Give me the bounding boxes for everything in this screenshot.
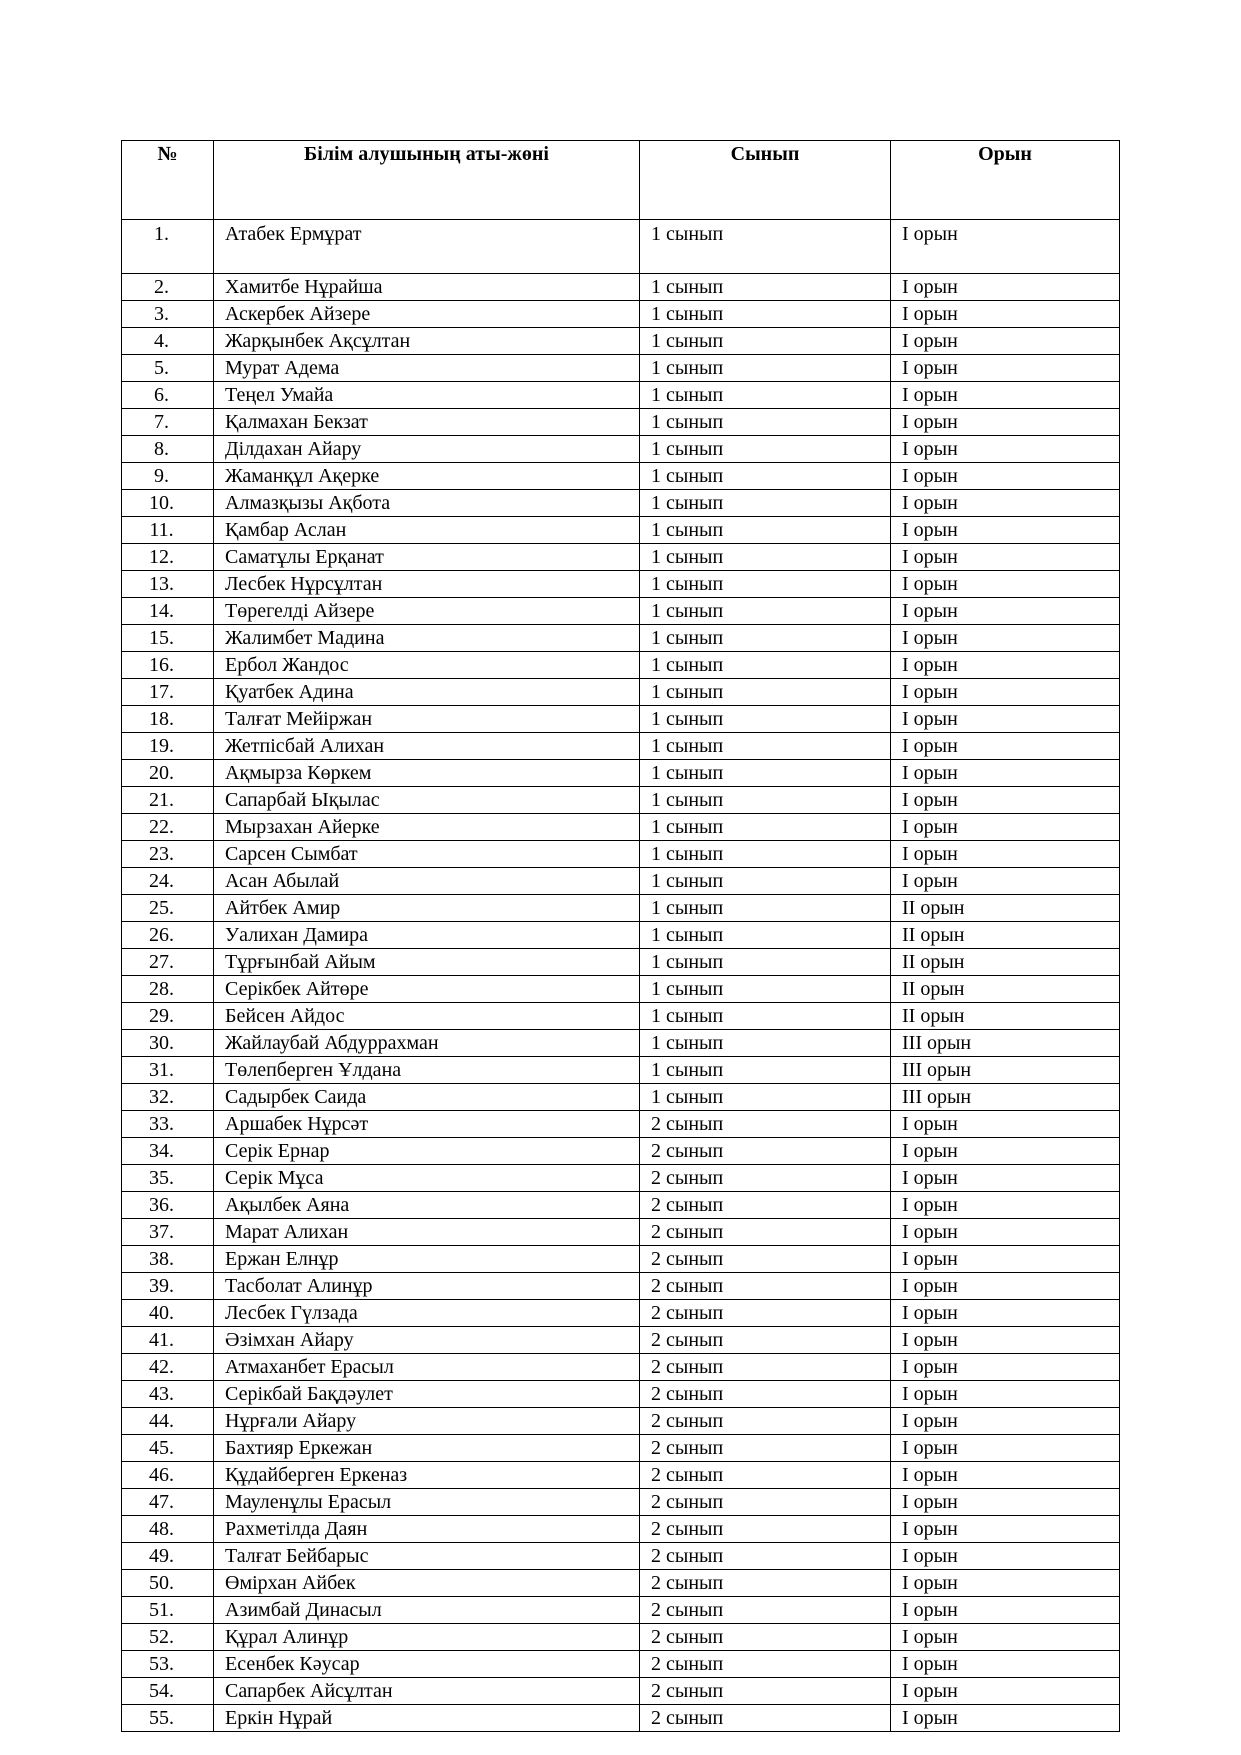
table-row	[122, 436, 1120, 463]
table-row	[122, 1246, 1120, 1273]
place-cell: II орын	[891, 976, 1120, 1003]
place-cell: I орын	[891, 1435, 1120, 1462]
class-cell: 2 сынып	[640, 1246, 891, 1273]
row-number-cell: 17.	[122, 679, 214, 706]
student-name-cell: Еркін Нұрай	[214, 1705, 640, 1732]
class-cell: 1 сынып	[640, 814, 891, 841]
row-number-cell: 14.	[122, 598, 214, 625]
class-cell: 1 сынып	[640, 679, 891, 706]
table-row	[122, 949, 1120, 976]
place-cell: I орын	[891, 841, 1120, 868]
place-cell: I орын	[891, 1597, 1120, 1624]
row-number-cell: 47.	[122, 1489, 214, 1516]
class-cell: 2 сынып	[640, 1651, 891, 1678]
class-cell: 2 сынып	[640, 1111, 891, 1138]
class-cell: 1 сынып	[640, 436, 891, 463]
place-cell: I орын	[891, 1111, 1120, 1138]
table-row	[122, 787, 1120, 814]
student-name-cell: Серікбай Бақдәулет	[214, 1381, 640, 1408]
student-name-cell: Құрал Алинұр	[214, 1624, 640, 1651]
student-name-cell: Сарсен Сымбат	[214, 841, 640, 868]
table-row	[122, 409, 1120, 436]
student-name-cell: Азимбай Динасыл	[214, 1597, 640, 1624]
student-name-cell: Жалимбет Мадина	[214, 625, 640, 652]
place-cell: I орын	[891, 490, 1120, 517]
class-cell: 1 сынып	[640, 841, 891, 868]
place-cell: III орын	[891, 1030, 1120, 1057]
class-cell: 1 сынып	[640, 760, 891, 787]
header-place: Орын	[891, 141, 1120, 220]
header-student-name: Білім алушының аты-жөні	[214, 141, 640, 220]
class-cell: 2 сынып	[640, 1678, 891, 1705]
class-cell: 2 сынып	[640, 1462, 891, 1489]
class-cell: 1 сынып	[640, 1057, 891, 1084]
student-name-cell: Ділдахан Айару	[214, 436, 640, 463]
place-cell: I орын	[891, 1273, 1120, 1300]
table-row	[122, 1003, 1120, 1030]
table-row	[122, 733, 1120, 760]
row-number-cell: 46.	[122, 1462, 214, 1489]
student-name-cell: Қамбар Аслан	[214, 517, 640, 544]
class-cell: 1 сынып	[640, 706, 891, 733]
row-number-cell: 24.	[122, 868, 214, 895]
place-cell: I орын	[891, 1327, 1120, 1354]
class-cell: 2 сынып	[640, 1165, 891, 1192]
table-row	[122, 652, 1120, 679]
place-cell: I орын	[891, 1408, 1120, 1435]
student-name-cell: Жетпісбай Алихан	[214, 733, 640, 760]
row-number-cell: 51.	[122, 1597, 214, 1624]
row-number-cell: 54.	[122, 1678, 214, 1705]
class-cell: 1 сынып	[640, 463, 891, 490]
student-name-cell: Ержан Елнұр	[214, 1246, 640, 1273]
class-cell: 2 сынып	[640, 1327, 891, 1354]
class-cell: 1 сынып	[640, 328, 891, 355]
student-name-cell: Ербол Жандос	[214, 652, 640, 679]
table-row	[122, 760, 1120, 787]
table-row	[122, 571, 1120, 598]
row-number-cell: 23.	[122, 841, 214, 868]
class-cell: 2 сынып	[640, 1705, 891, 1732]
row-number-cell: 11.	[122, 517, 214, 544]
table-row	[122, 922, 1120, 949]
student-name-cell: Талғат Мейіржан	[214, 706, 640, 733]
row-number-cell: 34.	[122, 1138, 214, 1165]
class-cell: 1 сынып	[640, 355, 891, 382]
class-cell: 1 сынып	[640, 220, 891, 274]
table-row	[122, 814, 1120, 841]
student-name-cell: Талғат Бейбарыс	[214, 1543, 640, 1570]
place-cell: III орын	[891, 1084, 1120, 1111]
table-row	[122, 1516, 1120, 1543]
class-cell: 2 сынып	[640, 1435, 891, 1462]
student-name-cell: Төрегелді Айзере	[214, 598, 640, 625]
row-number-cell: 15.	[122, 625, 214, 652]
table-row	[122, 679, 1120, 706]
table-row	[122, 544, 1120, 571]
class-cell: 1 сынып	[640, 868, 891, 895]
class-cell: 2 сынып	[640, 1597, 891, 1624]
row-number-cell: 20.	[122, 760, 214, 787]
place-cell: I орын	[891, 571, 1120, 598]
class-cell: 1 сынып	[640, 895, 891, 922]
place-cell: I орын	[891, 1624, 1120, 1651]
table-row	[122, 1462, 1120, 1489]
place-cell: I орын	[891, 868, 1120, 895]
place-cell: II орын	[891, 895, 1120, 922]
table-row	[122, 1489, 1120, 1516]
row-number-cell: 38.	[122, 1246, 214, 1273]
class-cell: 2 сынып	[640, 1381, 891, 1408]
student-name-cell: Аршабек Нұрсәт	[214, 1111, 640, 1138]
student-name-cell: Қалмахан Бекзат	[214, 409, 640, 436]
place-cell: I орын	[891, 1516, 1120, 1543]
row-number-cell: 2.	[122, 274, 214, 301]
place-cell: I орын	[891, 1705, 1120, 1732]
student-name-cell: Мырзахан Айерке	[214, 814, 640, 841]
place-cell: I орын	[891, 706, 1120, 733]
place-cell: I орын	[891, 733, 1120, 760]
header-number: №	[122, 141, 214, 220]
class-cell: 2 сынып	[640, 1516, 891, 1543]
student-name-cell: Төлепберген Ұлдана	[214, 1057, 640, 1084]
results-body	[122, 220, 1120, 1732]
row-number-cell: 9.	[122, 463, 214, 490]
row-number-cell: 55.	[122, 1705, 214, 1732]
table-row	[122, 1651, 1120, 1678]
row-number-cell: 33.	[122, 1111, 214, 1138]
row-number-cell: 48.	[122, 1516, 214, 1543]
class-cell: 1 сынып	[640, 517, 891, 544]
student-name-cell: Тұрғынбай Айым	[214, 949, 640, 976]
student-name-cell: Бахтияр Еркежан	[214, 1435, 640, 1462]
place-cell: I орын	[891, 625, 1120, 652]
student-name-cell: Ақмырза Көркем	[214, 760, 640, 787]
student-name-cell: Айтбек Амир	[214, 895, 640, 922]
student-name-cell: Уалихан Дамира	[214, 922, 640, 949]
class-cell: 1 сынып	[640, 976, 891, 1003]
header-class: Сынып	[640, 141, 891, 220]
student-name-cell: Бейсен Айдос	[214, 1003, 640, 1030]
place-cell: I орын	[891, 544, 1120, 571]
class-cell: 1 сынып	[640, 922, 891, 949]
place-cell: I орын	[891, 1138, 1120, 1165]
row-number-cell: 41.	[122, 1327, 214, 1354]
place-cell: I орын	[891, 787, 1120, 814]
student-name-cell: Жайлаубай Абдуррахман	[214, 1030, 640, 1057]
row-number-cell: 26.	[122, 922, 214, 949]
row-number-cell: 1.	[122, 220, 214, 274]
table-row	[122, 1381, 1120, 1408]
student-name-cell: Серік Ернар	[214, 1138, 640, 1165]
table-row	[122, 598, 1120, 625]
row-number-cell: 10.	[122, 490, 214, 517]
table-row	[122, 868, 1120, 895]
student-name-cell: Мурат Адема	[214, 355, 640, 382]
table-row	[122, 1327, 1120, 1354]
class-cell: 1 сынып	[640, 1030, 891, 1057]
class-cell: 1 сынып	[640, 301, 891, 328]
place-cell: I орын	[891, 1354, 1120, 1381]
place-cell: I орын	[891, 1219, 1120, 1246]
student-name-cell: Теңел Умайа	[214, 382, 640, 409]
table-row	[122, 517, 1120, 544]
table-row	[122, 220, 1120, 274]
place-cell: I орын	[891, 382, 1120, 409]
table-row	[122, 625, 1120, 652]
place-cell: I орын	[891, 679, 1120, 706]
class-cell: 1 сынып	[640, 652, 891, 679]
table-row	[122, 1597, 1120, 1624]
class-cell: 2 сынып	[640, 1408, 891, 1435]
student-name-cell: Серікбек Айтөре	[214, 976, 640, 1003]
row-number-cell: 52.	[122, 1624, 214, 1651]
place-cell: I орын	[891, 328, 1120, 355]
student-name-cell: Сапарбай Ықылас	[214, 787, 640, 814]
class-cell: 2 сынып	[640, 1489, 891, 1516]
student-name-cell: Нұрғали Айару	[214, 1408, 640, 1435]
table-row	[122, 1300, 1120, 1327]
row-number-cell: 6.	[122, 382, 214, 409]
place-cell: I орын	[891, 1300, 1120, 1327]
table-row	[122, 1354, 1120, 1381]
class-cell: 2 сынып	[640, 1300, 891, 1327]
place-cell: III орын	[891, 1057, 1120, 1084]
class-cell: 1 сынып	[640, 274, 891, 301]
table-row	[122, 328, 1120, 355]
table-row	[122, 1705, 1120, 1732]
student-name-cell: Марат Алихан	[214, 1219, 640, 1246]
row-number-cell: 19.	[122, 733, 214, 760]
place-cell: I орын	[891, 1192, 1120, 1219]
results-table	[121, 140, 1120, 1732]
row-number-cell: 8.	[122, 436, 214, 463]
class-cell: 1 сынып	[640, 787, 891, 814]
table-row	[122, 706, 1120, 733]
row-number-cell: 25.	[122, 895, 214, 922]
table-row	[122, 1219, 1120, 1246]
class-cell: 1 сынып	[640, 544, 891, 571]
table-row	[122, 1543, 1120, 1570]
class-cell: 2 сынып	[640, 1624, 891, 1651]
class-cell: 1 сынып	[640, 382, 891, 409]
table-row	[122, 841, 1120, 868]
table-row	[122, 1435, 1120, 1462]
row-number-cell: 12.	[122, 544, 214, 571]
student-name-cell: Садырбек Саида	[214, 1084, 640, 1111]
student-name-cell: Атабек Ермұрат	[214, 220, 640, 274]
table-row	[122, 1111, 1120, 1138]
class-cell: 1 сынып	[640, 1003, 891, 1030]
row-number-cell: 13.	[122, 571, 214, 598]
row-number-cell: 53.	[122, 1651, 214, 1678]
place-cell: I орын	[891, 436, 1120, 463]
table-row	[122, 1192, 1120, 1219]
row-number-cell: 30.	[122, 1030, 214, 1057]
row-number-cell: 31.	[122, 1057, 214, 1084]
table-row	[122, 1084, 1120, 1111]
place-cell: I орын	[891, 652, 1120, 679]
table-row	[122, 1030, 1120, 1057]
table-row	[122, 274, 1120, 301]
table-row	[122, 1624, 1120, 1651]
place-cell: I орын	[891, 463, 1120, 490]
row-number-cell: 4.	[122, 328, 214, 355]
row-number-cell: 22.	[122, 814, 214, 841]
place-cell: I орын	[891, 409, 1120, 436]
row-number-cell: 44.	[122, 1408, 214, 1435]
row-number-cell: 21.	[122, 787, 214, 814]
row-number-cell: 7.	[122, 409, 214, 436]
student-name-cell: Асан Абылай	[214, 868, 640, 895]
place-cell: I орын	[891, 517, 1120, 544]
student-name-cell: Ақылбек Аяна	[214, 1192, 640, 1219]
class-cell: 1 сынып	[640, 1084, 891, 1111]
student-name-cell: Жарқынбек Ақсұлтан	[214, 328, 640, 355]
student-name-cell: Лесбек Нұрсұлтан	[214, 571, 640, 598]
student-name-cell: Құдайберген Еркеназ	[214, 1462, 640, 1489]
header-row	[122, 141, 1120, 220]
class-cell: 2 сынып	[640, 1354, 891, 1381]
student-name-cell: Саматұлы Ерқанат	[214, 544, 640, 571]
place-cell: I орын	[891, 598, 1120, 625]
place-cell: I орын	[891, 1489, 1120, 1516]
place-cell: I орын	[891, 760, 1120, 787]
place-cell: I орын	[891, 1381, 1120, 1408]
row-number-cell: 16.	[122, 652, 214, 679]
student-name-cell: Әзімхан Айару	[214, 1327, 640, 1354]
table-row	[122, 1165, 1120, 1192]
row-number-cell: 29.	[122, 1003, 214, 1030]
class-cell: 1 сынып	[640, 598, 891, 625]
student-name-cell: Сапарбек Айсұлтан	[214, 1678, 640, 1705]
row-number-cell: 37.	[122, 1219, 214, 1246]
row-number-cell: 36.	[122, 1192, 214, 1219]
class-cell: 1 сынып	[640, 625, 891, 652]
row-number-cell: 5.	[122, 355, 214, 382]
student-name-cell: Тасболат Алинұр	[214, 1273, 640, 1300]
table-row	[122, 1057, 1120, 1084]
table-row	[122, 490, 1120, 517]
class-cell: 2 сынып	[640, 1219, 891, 1246]
table-row	[122, 1570, 1120, 1597]
class-cell: 2 сынып	[640, 1138, 891, 1165]
student-name-cell: Рахметілда Даян	[214, 1516, 640, 1543]
student-name-cell: Атмаханбет Ерасыл	[214, 1354, 640, 1381]
class-cell: 1 сынып	[640, 571, 891, 598]
table-row	[122, 382, 1120, 409]
row-number-cell: 50.	[122, 1570, 214, 1597]
student-name-cell: Лесбек Гүлзада	[214, 1300, 640, 1327]
class-cell: 1 сынып	[640, 409, 891, 436]
place-cell: I орын	[891, 1462, 1120, 1489]
student-name-cell: Мауленұлы Ерасыл	[214, 1489, 640, 1516]
row-number-cell: 3.	[122, 301, 214, 328]
student-name-cell: Жаманқұл Ақерке	[214, 463, 640, 490]
student-name-cell: Аскербек Айзере	[214, 301, 640, 328]
row-number-cell: 28.	[122, 976, 214, 1003]
student-name-cell: Серік Мұса	[214, 1165, 640, 1192]
row-number-cell: 32.	[122, 1084, 214, 1111]
place-cell: I орын	[891, 220, 1120, 274]
class-cell: 2 сынып	[640, 1192, 891, 1219]
row-number-cell: 27.	[122, 949, 214, 976]
row-number-cell: 39.	[122, 1273, 214, 1300]
place-cell: I орын	[891, 1678, 1120, 1705]
place-cell: II орын	[891, 949, 1120, 976]
class-cell: 2 сынып	[640, 1273, 891, 1300]
place-cell: I орын	[891, 814, 1120, 841]
table-row	[122, 1138, 1120, 1165]
place-cell: I орын	[891, 1165, 1120, 1192]
place-cell: I орын	[891, 1570, 1120, 1597]
place-cell: I орын	[891, 274, 1120, 301]
table-row	[122, 1678, 1120, 1705]
place-cell: II орын	[891, 922, 1120, 949]
table-row	[122, 463, 1120, 490]
table-row	[122, 1408, 1120, 1435]
class-cell: 1 сынып	[640, 949, 891, 976]
class-cell: 1 сынып	[640, 733, 891, 760]
student-name-cell: Есенбек Кәусар	[214, 1651, 640, 1678]
row-number-cell: 42.	[122, 1354, 214, 1381]
place-cell: I орын	[891, 1246, 1120, 1273]
table-row	[122, 301, 1120, 328]
row-number-cell: 45.	[122, 1435, 214, 1462]
row-number-cell: 35.	[122, 1165, 214, 1192]
student-name-cell: Хамитбе Нұрайша	[214, 274, 640, 301]
class-cell: 2 сынып	[640, 1570, 891, 1597]
row-number-cell: 43.	[122, 1381, 214, 1408]
place-cell: I орын	[891, 355, 1120, 382]
table-row	[122, 355, 1120, 382]
student-name-cell: Өмірхан Айбек	[214, 1570, 640, 1597]
place-cell: I орын	[891, 1543, 1120, 1570]
student-name-cell: Қуатбек Адина	[214, 679, 640, 706]
class-cell: 1 сынып	[640, 490, 891, 517]
place-cell: I орын	[891, 301, 1120, 328]
place-cell: II орын	[891, 1003, 1120, 1030]
row-number-cell: 40.	[122, 1300, 214, 1327]
place-cell: I орын	[891, 1651, 1120, 1678]
row-number-cell: 49.	[122, 1543, 214, 1570]
table-row	[122, 976, 1120, 1003]
student-name-cell: Алмазқызы Ақбота	[214, 490, 640, 517]
table-row	[122, 1273, 1120, 1300]
row-number-cell: 18.	[122, 706, 214, 733]
class-cell: 2 сынып	[640, 1543, 891, 1570]
table-row	[122, 895, 1120, 922]
